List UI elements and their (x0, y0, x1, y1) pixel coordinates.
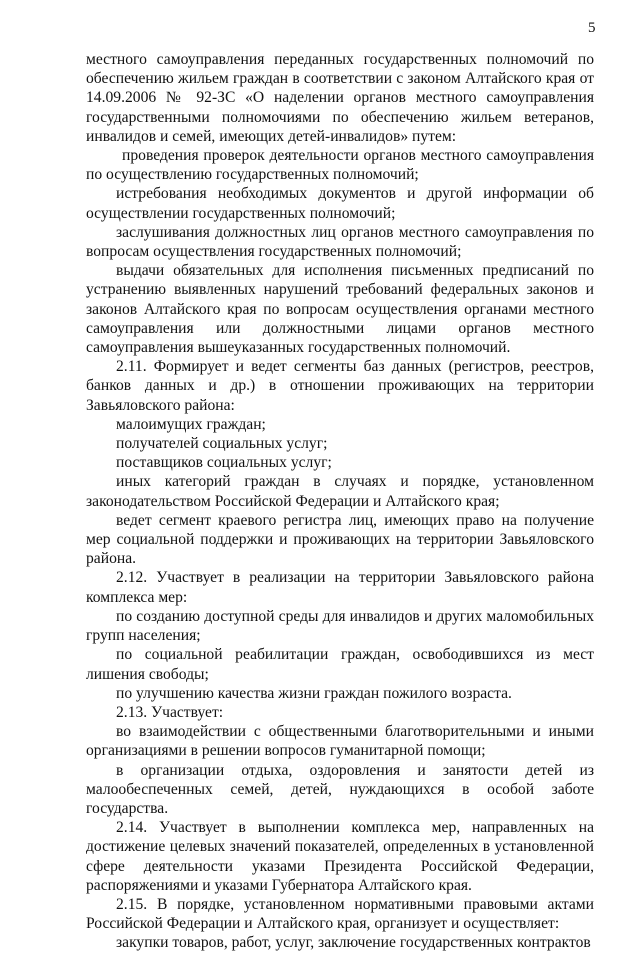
paragraph: иных категорий граждан в случаях и порядке, установленном законодательством Российской Федерации и Алтайского края; (86, 473, 594, 510)
paragraph: в организации отдыха, оздоровления и занятости детей из малообеспеченных семей, детей, нуждающихся в особой заботе государства. (86, 761, 594, 817)
paragraph: получателей социальных услуг; (116, 435, 328, 453)
paragraph: малоимущих граждан; (116, 415, 266, 433)
paragraph: заслушивания должностных лиц органов местного самоуправления по вопросам осуществления государственных полномочий; (86, 223, 594, 261)
page-number: 5 (588, 20, 596, 36)
paragraph: 2.11. Формирует и ведет сегменты баз данных (регистров, реестров, банков данных и др.) в отношении проживающих на территории Завьяловского района: (86, 358, 594, 414)
document-body (86, 50, 594, 953)
paragraph: по созданию доступной среды для инвалидов и других маломобильных групп населения; (86, 607, 594, 645)
paragraph: 2.13. Участвует: (116, 703, 224, 721)
paragraph: 2.12. Участвует в реализации на территории Завьяловского района комплекса мер: (86, 569, 594, 606)
paragraph: ведет сегмент краевого регистра лиц, имеющих право на получение мер социальной поддержки и проживающих на территории Завьяловского района. (86, 511, 594, 568)
paragraph: 2.15. В порядке, установленном нормативными правовыми актами Российской Федерации и Алтайского края, организует и осуществляет: (86, 895, 594, 933)
paragraph: 2.14. Участвует в выполнении комплекса мер, направленных на достижение целевых значений показателей, определенных в установленной сфере деятельности указами Президента Российской Федерации, распоряжениями и указами Губернатора Алтайского края. (86, 819, 594, 894)
paragraph: по улучшению качества жизни граждан пожилого возраста. (116, 684, 512, 702)
paragraph: поставщиков социальных услуг; (116, 454, 332, 472)
paragraph: истребования необходимых документов и другой информации об осуществлении государственных полномочий; (86, 185, 594, 222)
paragraph: выдачи обязательных для исполнения письменных предписаний по устранению выявленных нарушений требований федеральных законов и законов Алтайского края по вопросам осуществления органами местного самоуправления или должностными лицами органов местного самоуправления вышеуказанных государственных полномочий. (86, 262, 594, 357)
paragraph: закупки товаров, работ, услуг, заключение государственных контрактов (116, 934, 591, 952)
paragraph: проведения проверок деятельности органов местного самоуправления по осуществлению государственных полномочий; (86, 147, 594, 184)
paragraph: по социальной реабилитации граждан, освободившихся из мест лишения свободы; (86, 646, 594, 683)
paragraph: местного самоуправления переданных государственных полномочий по обеспечению жильем граждан в соответствии с законом Алтайского края от 14.09.2006 № 92-ЗС «О наделении органов местного самоуправления государственными полномочиями по обеспечению жильем ветеранов, инвалидов и семей, имеющих детей-инвалидов» путем: (86, 51, 594, 145)
paragraph: во взаимодействии с общественными благотворительными и иными организациями в решении вопросов гуманитарной помощи; (86, 723, 594, 760)
